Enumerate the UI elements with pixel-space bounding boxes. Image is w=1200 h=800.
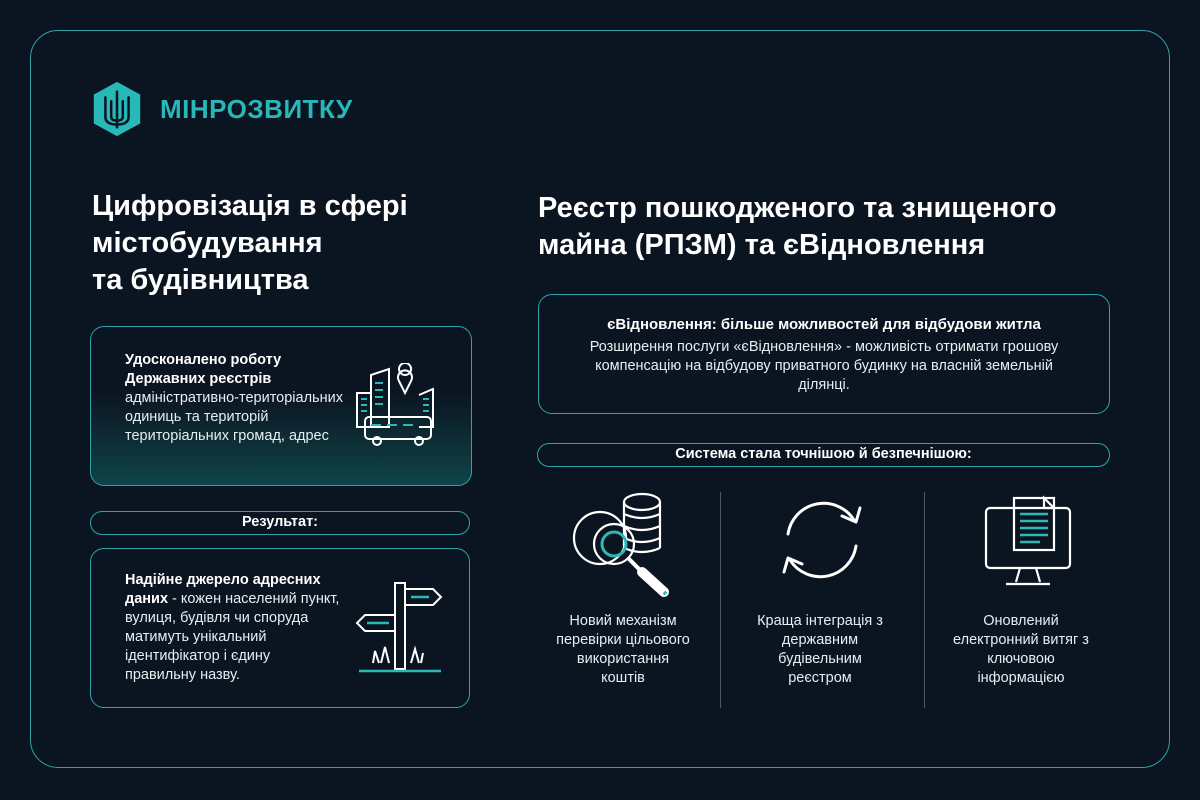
registers-card-bold: Удосконалено роботу Державних реєстрів [125, 352, 282, 387]
evidnovlennia-card-text: Розширення послуги «єВідновлення» - можливість отримати грошову компенсацію на відбудову приватного будинку на власній земельній ділянці. [589, 339, 1059, 393]
evidnovlennia-card-title: єВідновлення: більше можливостей для відбудови житла [607, 316, 1041, 333]
address-data-card-body: - кожен населений пункт, вулиця, будівля чи споруда матимуть унікальний ідентифікатор і єдину правильну назву. [125, 591, 340, 683]
left-section-title: Цифровізація в сфері містобудування та будівництва [92, 190, 408, 296]
monitor-document-icon [980, 494, 1076, 590]
registers-card [90, 326, 472, 486]
system-label: Система стала точнішою й безпечнішою: [537, 443, 1110, 467]
brand-name: МІНРОЗВИТКУ [160, 93, 353, 124]
sync-arrows-icon [768, 494, 876, 586]
city-bus-icon [353, 363, 443, 453]
brand-logo [88, 80, 353, 138]
trident-shield-icon [88, 80, 146, 138]
address-data-card [90, 548, 470, 708]
column-divider [924, 492, 925, 708]
result-label: Результат: [90, 511, 470, 535]
column-divider [720, 492, 721, 708]
evidnovlennia-card [538, 294, 1110, 414]
address-data-card-text [125, 571, 345, 685]
column-3-text: Оновлений електронний витяг з ключовою інформацією [953, 613, 1089, 686]
column-2-text: Краща інтеграція з державним будівельним реєстром [757, 613, 883, 686]
signpost-icon [353, 577, 449, 681]
registers-card-text [125, 351, 350, 446]
address-data-card-bold: Надійне джерело адресних даних [125, 572, 321, 607]
registers-card-body: адміністративно-територіальних одиниць та територій територіальних громад, адрес [125, 390, 343, 444]
coins-magnifier-icon [566, 488, 678, 600]
right-section-title: Реєстр пошкодженого та знищеного майна (РПЗМ) та єВідновлення [538, 192, 1057, 261]
column-1-text: Новий механізм перевірки цільового використання коштів [556, 613, 690, 686]
